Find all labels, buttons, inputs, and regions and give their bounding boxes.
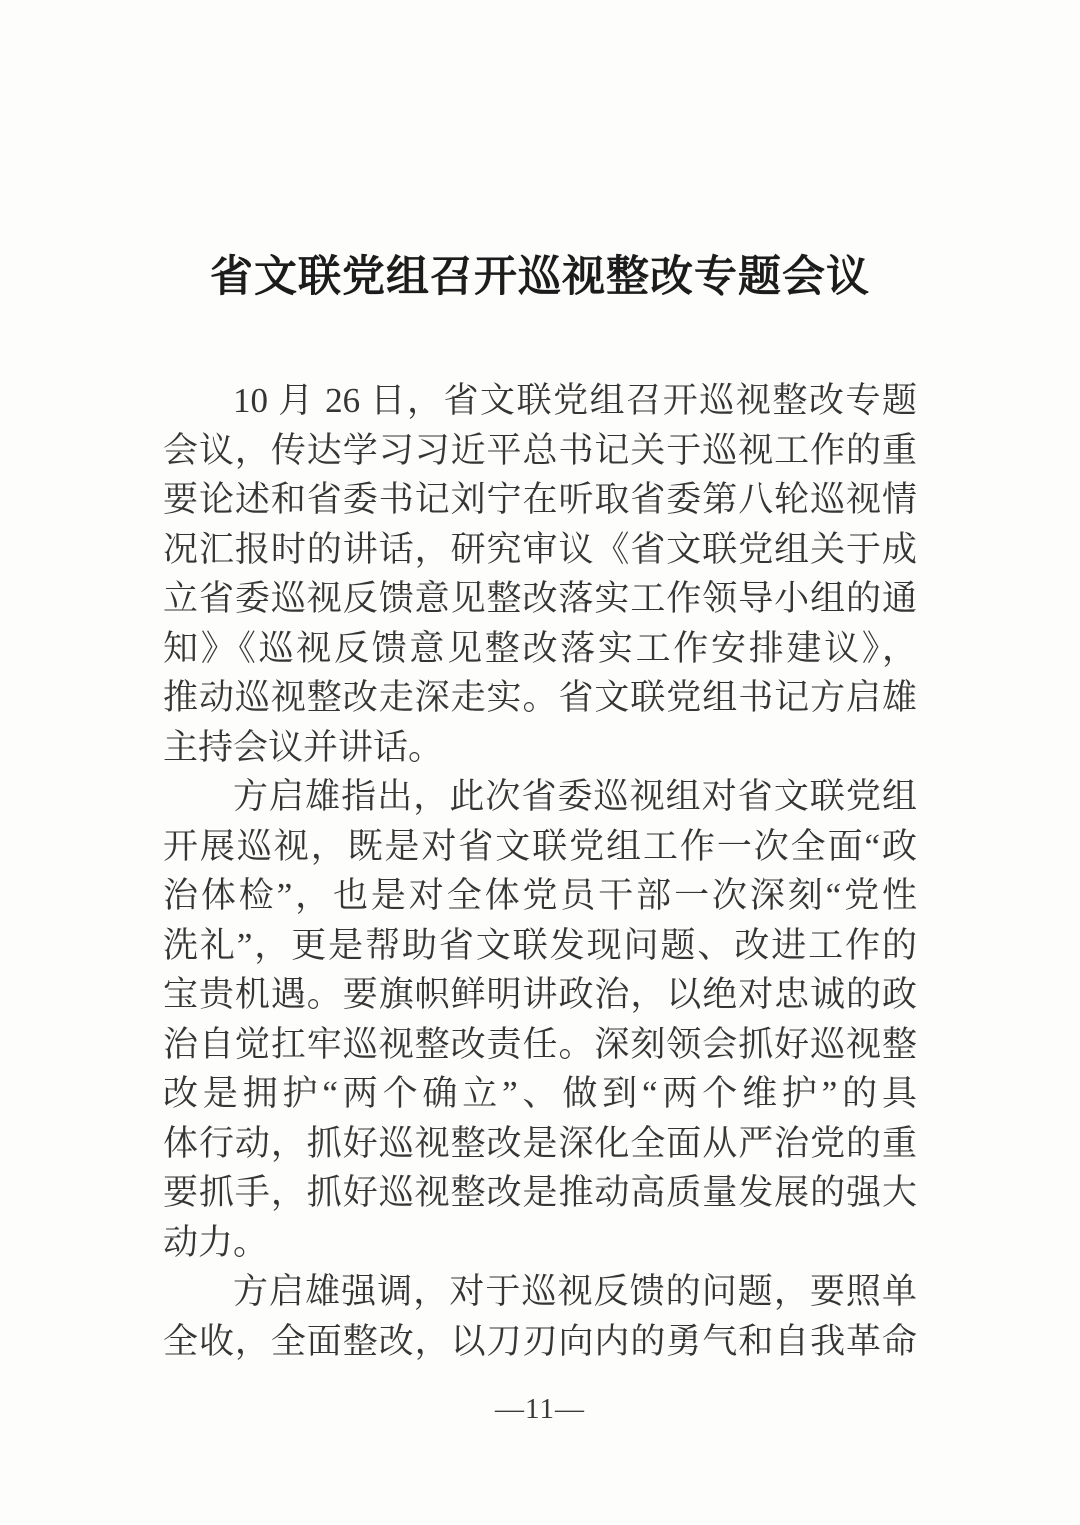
paragraph-line: 况汇报时的讲话，研究审议《省文联党组关于成 bbox=[163, 529, 917, 569]
paragraph-line: 方启雄强调，对于巡视反馈的问题，要照单 bbox=[233, 1272, 917, 1311]
paragraph-line: 全收，全面整改，以刀刃向内的勇气和自我革命 bbox=[163, 1321, 917, 1361]
paragraph-line: 治体检”，也是对全体党员干部一次深刻“党性 bbox=[163, 876, 917, 915]
paragraph-line: 动力。 bbox=[163, 1222, 269, 1262]
paragraph-line: 宝贵机遇。要旗帜鲜明讲政治，以绝对忠诚的政 bbox=[163, 975, 917, 1014]
paragraph-line: 改是拥护“两个确立”、做到“两个维护”的具 bbox=[163, 1074, 917, 1113]
paragraph-line: 洗礼”，更是帮助省文联发现问题、改进工作的 bbox=[163, 925, 917, 965]
page-title: 省文联党组召开巡视整改专题会议 bbox=[210, 254, 870, 301]
paragraph-line: 要论述和省委书记刘宁在听取省委第八轮巡视情 bbox=[163, 480, 917, 519]
paragraph-line: 治自觉扛牢巡视整改责任。深刻领会抓好巡视整 bbox=[163, 1024, 917, 1064]
paragraph-line: 10 月 26 日，省文联党组召开巡视整改专题 bbox=[233, 381, 917, 420]
paragraph-line: 要抓手，抓好巡视整改是推动高质量发展的强大 bbox=[163, 1173, 917, 1212]
paragraph-line: 知》《巡视反馈意见整改落实工作安排建议》， bbox=[163, 628, 917, 668]
article-body bbox=[163, 376, 917, 1366]
paragraph-line: 会议，传达学习习近平总书记关于巡视工作的重 bbox=[163, 430, 917, 470]
paragraph-line: 主持会议并讲话。 bbox=[163, 727, 444, 767]
paragraph-line: 推动巡视整改走深走实。省文联党组书记方启雄 bbox=[163, 678, 917, 717]
page-number: —11— bbox=[495, 1393, 585, 1425]
paragraph-line: 立省委巡视反馈意见整改落实工作领导小组的通 bbox=[163, 579, 917, 618]
paragraph-line: 开展巡视，既是对省文联党组工作一次全面“政 bbox=[163, 826, 917, 866]
paragraph-line: 体行动，抓好巡视整改是深化全面从严治党的重 bbox=[163, 1123, 917, 1163]
paragraph-line: 方启雄指出，此次省委巡视组对省文联党组 bbox=[233, 777, 917, 816]
